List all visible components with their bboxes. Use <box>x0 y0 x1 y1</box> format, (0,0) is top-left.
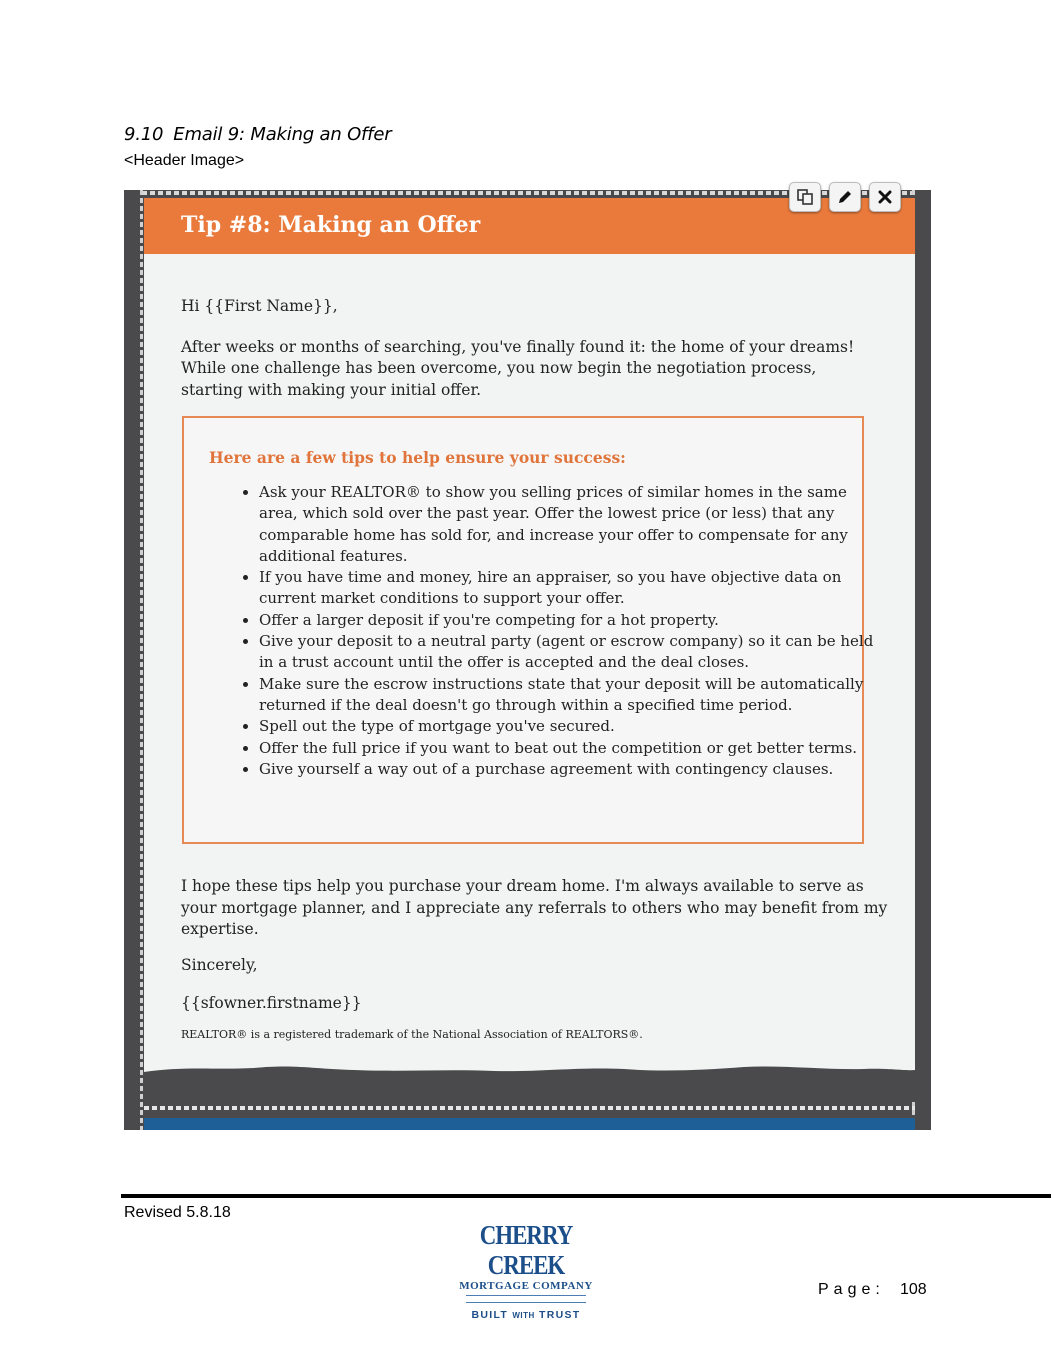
copy-button[interactable] <box>789 182 821 212</box>
bottom-dashed-border <box>144 1106 915 1110</box>
tip-item: • Spell out the type of mortgage you've secured. <box>259 716 879 737</box>
greeting: Hi {{First Name}}, <box>181 297 338 315</box>
tip-item: • Offer a larger deposit if you're competing for a hot property. <box>259 610 879 631</box>
close-icon <box>877 189 893 205</box>
logo-name: CHERRY CREEK <box>479 1220 573 1280</box>
tips-box <box>182 416 874 844</box>
tip-item: • Give yourself a way out of a purchase agreement with contingency clauses. <box>259 759 879 780</box>
closing-section <box>181 876 901 1042</box>
intro-paragraph: After weeks or months of searching, you've finally found it: the home of your dreams! While one challenge has been overcome, you now begin the negotiation process, starting with making your initial offer. <box>181 337 855 399</box>
left-dashed-border <box>140 190 143 1130</box>
section-title-text: Email 9: Making an Offer <box>173 124 392 145</box>
email-header-title: Tip #8: Making an Offer <box>181 212 481 238</box>
logo-subtitle: MORTGAGE COMPANY <box>459 1280 593 1292</box>
close-button[interactable] <box>869 182 901 212</box>
tips-list <box>241 482 879 780</box>
footer-rule <box>121 1194 1051 1198</box>
page-label: Page: <box>818 1281 885 1298</box>
tip-item: • Make sure the escrow instructions state that your deposit will be automatically returned if the deal doesn't go through within a specified time period. <box>259 674 879 717</box>
email-footer-bar <box>144 1118 915 1130</box>
email-body <box>181 296 881 420</box>
company-logo <box>440 1220 612 1321</box>
email-preview-frame <box>124 190 931 1130</box>
copy-icon <box>796 188 814 206</box>
logo-tagline: BUILT WITH TRUST <box>471 1309 581 1321</box>
tips-heading: Here are a few tips to help ensure your success: <box>209 448 626 467</box>
logo-divider <box>466 1295 586 1303</box>
torn-paper-edge <box>144 1060 915 1100</box>
header-image-note: <Header Image> <box>124 152 245 169</box>
section-number: 9.10 <box>124 124 164 145</box>
tip-item: • If you have time and money, hire an appraiser, so you have objective data on current market conditions to support your offer. <box>259 567 879 610</box>
closing-paragraph: I hope these tips help you purchase your dream home. I'm always available to serve as your mortgage planner, and I appreciate any referrals to others who may benefit from my expertise. <box>181 877 888 938</box>
revised-date: Revised 5.8.18 <box>124 1204 231 1221</box>
tip-item: • Offer the full price if you want to beat out the competition or get better terms. <box>259 738 879 759</box>
editor-toolbar <box>789 182 901 212</box>
signoff: Sincerely, <box>181 955 258 974</box>
pencil-icon <box>836 188 854 206</box>
page-number: 108 <box>900 1281 927 1298</box>
trademark-note: REALTOR® is a registered trademark of the National Association of REALTORS®. <box>181 1027 643 1041</box>
signature: {{sfowner.firstname}} <box>181 994 362 1012</box>
tip-item: • Ask your REALTOR® to show you selling prices of similar homes in the same area, which sold over the past year. Offer the lowest price (or less) that any comparable home has sold for, and increase your offer to compensate for any additional features. <box>259 482 879 567</box>
edit-button[interactable] <box>829 182 861 212</box>
section-title <box>124 124 391 145</box>
email-content <box>144 198 915 1078</box>
tip-item: • Give your deposit to a neutral party (agent or escrow company) so it can be held in a trust account until the offer is accepted and the deal closes. <box>259 631 879 674</box>
